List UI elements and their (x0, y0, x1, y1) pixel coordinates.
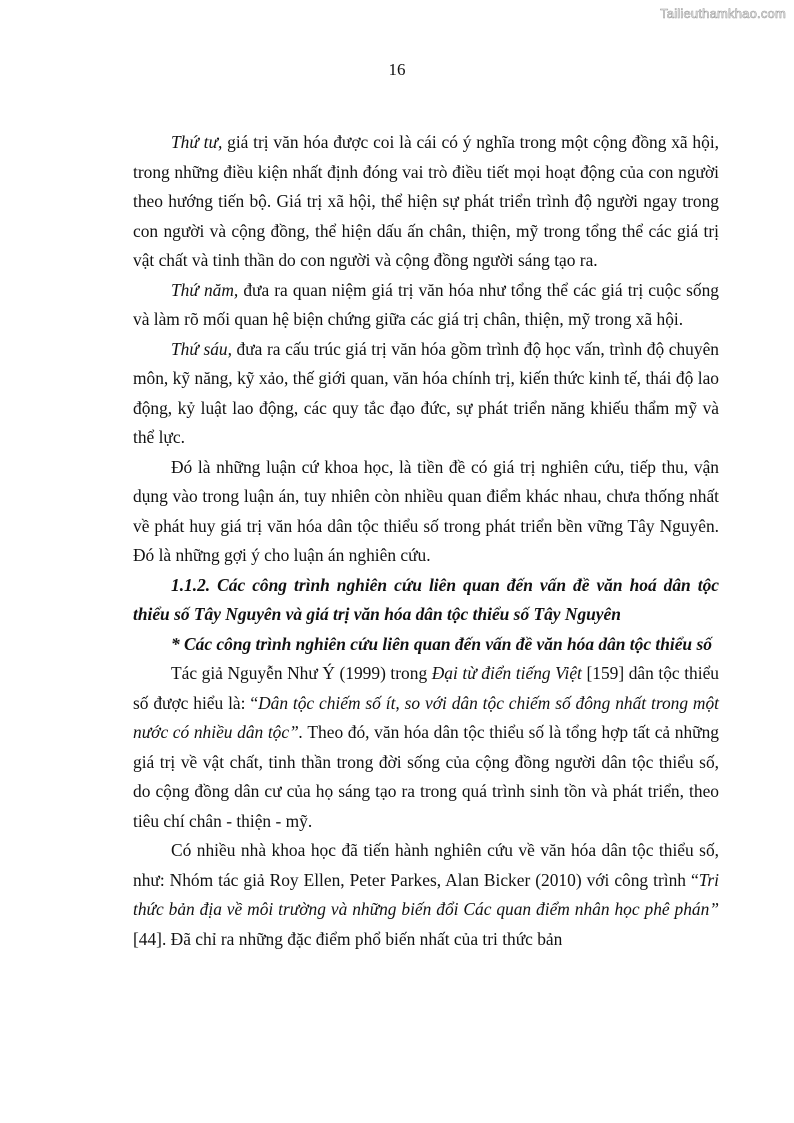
paragraph-text: đưa ra quan niệm giá trị văn hóa như tổng thể các giá trị cuộc sống và làm rõ mối quan hệ biện chứng giữa các giá trị chân, thiện, mỹ trong xã hội. (133, 279, 720, 329)
paragraph-text: Tác giả Nguyễn Như Ý (1999) trong (171, 663, 432, 683)
watermark: Tailieuthamkhao.com (660, 6, 786, 21)
book-title: Đại từ điển tiếng Việt (431, 663, 582, 683)
subsection-heading: * Các công trình nghiên cứu liên quan đến vấn đề văn hóa dân tộc thiểu số (171, 633, 712, 654)
paragraph (133, 453, 719, 571)
paragraph (133, 836, 719, 954)
paragraph-text: Theo đó, văn hóa dân tộc thiểu số là tổng hợp tất cả những giá trị về vật chất, tinh thần trong đời sống của cộng đồng người dân tộc thiểu số, do cộng đồng dân cư của họ sáng tạo ra trong quá trình sinh tồn và phát triển, theo tiêu chí chân - thiện - mỹ. (133, 722, 719, 831)
quote: Dân tộc chiếm số ít, so với dân tộc chiếm số đông nhất trong một nước có nhiều dân tộc”. (133, 692, 719, 742)
paragraph (133, 335, 719, 453)
paragraph-lead: Thứ năm, (171, 279, 239, 300)
paragraph-lead: Thứ tư, (171, 132, 223, 152)
paragraph (133, 659, 719, 836)
paragraph-text: Đó là những luận cứ khoa học, là tiền đề có giá trị nghiên cứu, tiếp thu, vận dụng vào trong luận án, tuy nhiên còn nhiều quan điểm khác nhau, chưa thống nhất về phát huy giá trị văn hóa dân tộc thiểu số trong phát triển bền vững Tây Nguyên. Đó là những gợi ý cho luận án nghiên cứu. (133, 456, 719, 565)
paragraph-text: giá trị văn hóa được coi là cái có ý nghĩa trong một cộng đồng xã hội, trong những điều kiện nhất định đóng vai trò điều tiết mọi hoạt động của con người theo hướng tiến bộ. Giá trị xã hội, thể hiện sự phát triển trình độ người ngay trong con người và cộng đồng, thể hiện dấu ấn chân, thiện, mỹ trong tổng thể các giá trị vật chất và tinh thần do con người và cộng đồng người sáng tạo ra. (133, 132, 719, 270)
paragraph-text: [159] dân tộc thiểu số được hiểu là: “ (133, 663, 719, 713)
paragraph-text: Có nhiều nhà khoa học đã tiến hành nghiên cứu về văn hóa dân tộc thiểu số, như: Nhóm tác giả Roy Ellen, Peter Parkes, Alan Bicker (2010) với công trình “ (133, 840, 719, 890)
paragraph-text: đưa ra cấu trúc giá trị văn hóa gồm trình độ học vấn, trình độ chuyên môn, kỹ năng, kỹ xảo, thế giới quan, văn hóa chính trị, kiến thức kinh tế, thái độ lao động, kỷ luật lao động, các quy tắc đạo đức, sự phát triển năng khiếu thẩm mỹ và thể lực. (133, 338, 719, 447)
work-title: Tri thức bản địa về môi trường và những biến đổi Các quan điểm nhân học phê phán” (133, 869, 719, 919)
paragraph (133, 128, 719, 276)
document-body (133, 128, 719, 954)
page-number: 16 (388, 60, 406, 79)
section-heading: 1.1.2. Các công trình nghiên cứu liên quan đến vấn đề văn hoá dân tộc thiểu số Tây Nguyên và giá trị văn hóa dân tộc thiểu số Tây Nguyên (133, 574, 719, 624)
paragraph-lead: Thứ sáu, (171, 338, 232, 359)
paragraph-text: [44]. Đã chỉ ra những đặc điểm phổ biến nhất của tri thức bản (133, 928, 563, 949)
paragraph (133, 276, 719, 335)
